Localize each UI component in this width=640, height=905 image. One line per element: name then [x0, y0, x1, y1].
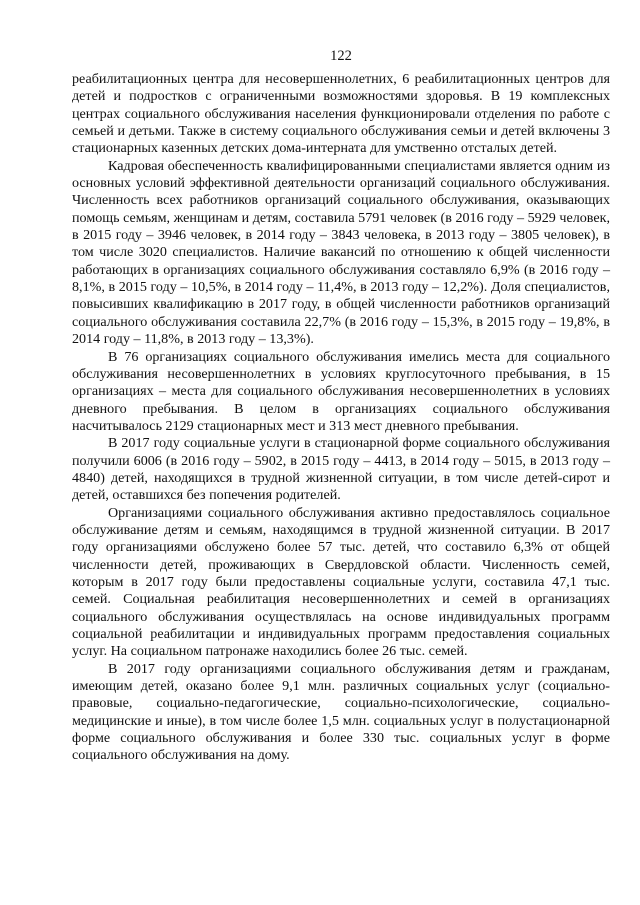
document-page — [72, 0, 610, 765]
paragraph-staffing: Кадровая обеспеченность квалифицированными специалистами является одним из основных условий эффективной деятельности организаций социального обслуживания. Численность всех работников организаций социального обслуживания, оказывающих помощь семьям, женщинам и детям, составила 5791 человек (в 2016 году – 5929 человек, в 2015 году – 3946 человек, в 2014 году – 3843 человека, в 2013 году – 3805 человек), в том числе 3020 специалистов. Наличие вакансий по отношению к общей численности работающих в организациях социального обслуживания составляло 6,9% (в 2016 году – 8,1%, в 2015 году – 10,5%, в 2014 году – 11,4%, в 2013 году – 12,2%). Доля специалистов, повысивших квалификацию в 2017 году, в общей численности работников организаций социального обслуживания составила 22,7% (в 2016 году – 15,3%, в 2015 году – 19,8%, в 2014 году – 11,8%, в 2013 году – 13,3%). — [72, 157, 610, 348]
page-number: 122 — [330, 48, 352, 64]
document-body — [72, 71, 610, 765]
paragraph-families-children: Организациями социального обслуживания активно предоставлялось социальное обслуживание детям и семьям, находящимся в трудной жизненной ситуации. В 2017 году организациями обслужено более 57 тыс. детей, что составило 6,3% от общей численности детей, проживающих в Свердловской области. Численность семей, которым в 2017 году были предоставлены социальные услуги, составила 47,1 тыс. семей. Социальная реабилитация несовершеннолетних и семей в организациях социального обслуживания осуществлялась на основе индивидуальных программ социальной реабилитации и индивидуальных программ предоставления социальных услуг. На социальном патронаже находились более 26 тыс. семей. — [72, 504, 610, 660]
paragraph-continued: реабилитационных центра для несовершеннолетних, 6 реабилитационных центров для детей и подростков с ограниченными возможностями здоровья. В 19 комплексных центрах социального обслуживания населения функционировали отделения по работе с семьей и детьми. Также в систему социального обслуживания семьи и детей включены 3 стационарных казенных детских дома-интерната для умственно отсталых детей. — [72, 71, 610, 157]
paragraph-places: В 76 организациях социального обслуживания имелись места для социального обслуживания несовершеннолетних в условиях круглосуточного пребывания, в 15 организациях – места для социального обслуживания несовершеннолетних в условиях дневного пребывания. В целом в организациях социального обслуживания насчитывалось 2129 стационарных мест и 313 мест дневного пребывания. — [72, 348, 610, 434]
paragraph-services-total: В 2017 году организациями социального обслуживания детям и гражданам, имеющим детей, оказано более 9,1 млн. различных социальных услуг (социально-правовые, социально-педагогические, социально-психологические, социально-медицинские и иные), в том числе более 1,5 млн. социальных услуг в полустационарной форме социального обслуживания и более 330 тыс. социальных услуг в форме социального обслуживания на дому. — [72, 660, 610, 764]
paragraph-stationary-services: В 2017 году социальные услуги в стационарной форме социального обслуживания получили 6006 (в 2016 году – 5902, в 2015 году – 4413, в 2014 году – 5015, в 2013 году – 4840) детей, находящихся в трудной жизненной ситуации, в том числе детей-сирот и детей, оставшихся без попечения родителей. — [72, 435, 610, 504]
